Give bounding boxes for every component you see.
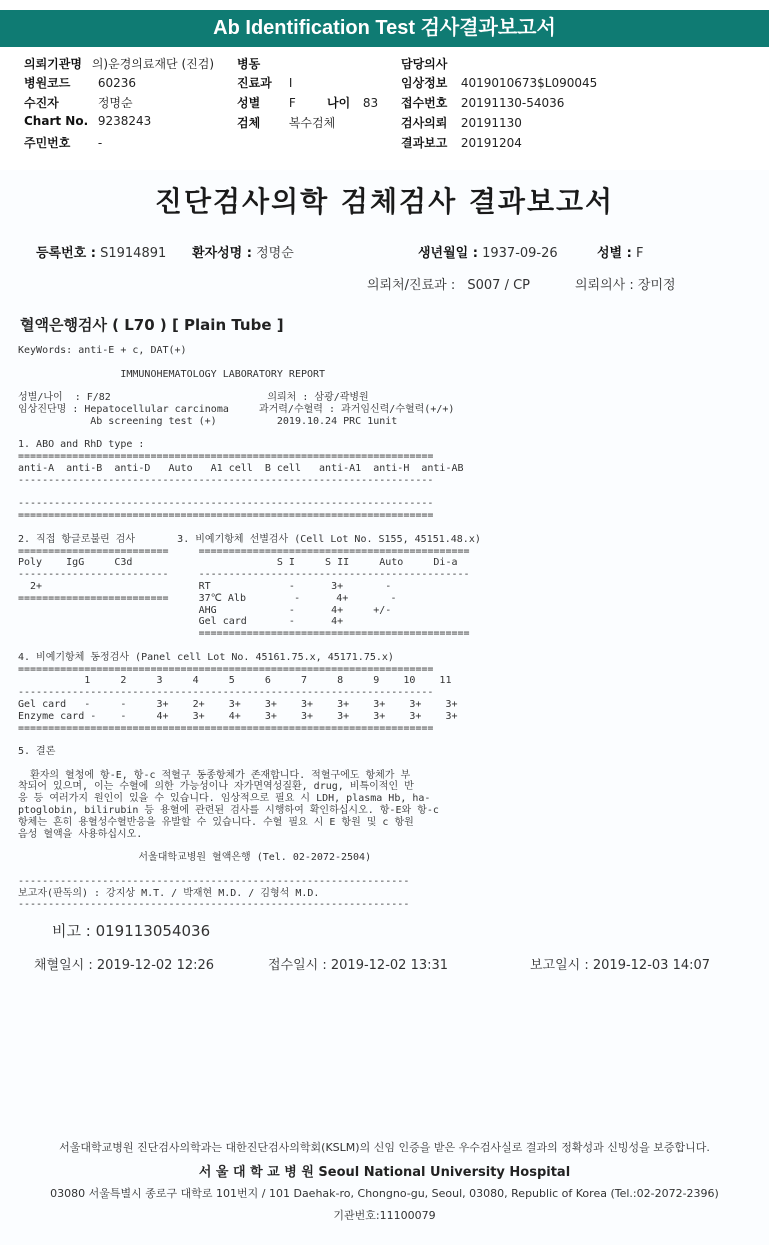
receipt-number-label: 접수번호 bbox=[401, 96, 448, 110]
report-time-label: 보고일시 : bbox=[530, 958, 589, 973]
institution-value: 의)운경의료재단 (진검) bbox=[91, 57, 215, 71]
note-label: 비고 : bbox=[52, 922, 91, 940]
report-title: 진단검사의학 검체검사 결과보고서 bbox=[154, 185, 615, 218]
report-text-line: 2. 직접 항글로불린 검사 3. 비예기항체 선별검사 (Cell Lot No. S155, 45151.48.x) bbox=[18, 533, 481, 545]
report-text-line: ============================================= bbox=[18, 628, 470, 640]
resident-id-row bbox=[24, 134, 102, 151]
report-text-line bbox=[18, 758, 758, 770]
institution-label: 의뢰기관명 bbox=[24, 57, 82, 71]
report-text-line: 성별/나이 : F/82 의뢰처 : 삼광/곽병원 bbox=[18, 392, 369, 404]
institution-number: 기관번호:11100079 bbox=[333, 1209, 436, 1222]
report-date-label: 결과보고 bbox=[401, 136, 448, 150]
report-text-line: Ab screening test (+) 2019.10.24 PRC 1unit bbox=[18, 415, 398, 427]
age-value: 83 bbox=[362, 96, 379, 110]
age-row bbox=[327, 94, 378, 111]
patient-value: 정명순 bbox=[97, 96, 133, 110]
request-date-row bbox=[401, 114, 522, 131]
birth-date-label: 생년월일 : bbox=[418, 246, 478, 261]
report-text-line bbox=[18, 734, 758, 746]
report-text-line: 2+ RT - 3+ - bbox=[18, 580, 392, 592]
report-text-line: ----------------------------------------------------------------- bbox=[18, 875, 410, 887]
receipt-number-row bbox=[401, 94, 564, 111]
window-title: Ab Identification Test 검사결과보고서 bbox=[213, 17, 556, 39]
report-text-line: 1 2 3 4 5 6 7 8 9 10 11 bbox=[18, 675, 452, 687]
request-date-value: 20191130 bbox=[460, 116, 522, 130]
report-text-line: --------------------------------------------------------------------- bbox=[18, 498, 434, 510]
institution-row bbox=[24, 55, 214, 72]
patient-name bbox=[192, 242, 294, 261]
report-text-line: Gel card - - 3+ 2+ 3+ 3+ 3+ 3+ 3+ 3+ 3+ bbox=[18, 698, 458, 710]
report-text-line: ===================================================================== bbox=[18, 663, 434, 675]
note-line bbox=[52, 920, 210, 941]
report-sex-value: F bbox=[635, 246, 644, 261]
chart-number-row bbox=[24, 114, 151, 128]
patient-label: 수진자 bbox=[24, 96, 59, 110]
report-text-line: ===================================================================== bbox=[18, 451, 434, 463]
chart-number-value: 9238243 bbox=[97, 114, 152, 128]
report-text-line: Enzyme card - - 4+ 3+ 4+ 3+ 3+ 3+ 3+ 3+ 3+ bbox=[18, 710, 458, 722]
clinical-info-row bbox=[401, 74, 597, 91]
referral-department-label: 의뢰처/진료과 : bbox=[367, 278, 456, 293]
clinical-info-value: 4019010673$L090045 bbox=[460, 76, 598, 90]
report-text-line: 임상진단명 : Hepatocellular carcinoma 과거력/수혈력 : 과거임신력/수혈력(+/+) bbox=[18, 403, 455, 415]
receipt-number-value: 20191130-54036 bbox=[460, 96, 565, 110]
collection-time-value: 2019-12-02 12:26 bbox=[96, 958, 215, 973]
patient-name-label: 환자성명 : bbox=[192, 246, 252, 261]
patient-name-value: 정명순 bbox=[256, 246, 294, 261]
report-text-line bbox=[18, 357, 758, 369]
department-row bbox=[237, 74, 292, 91]
hospital-name: 서 울 대 학 교 병 원 Seoul National University Hospital bbox=[198, 1165, 571, 1180]
report-text-line: 1. ABO and RhD type : bbox=[18, 439, 145, 451]
immunohematology-report-text bbox=[18, 345, 758, 911]
ward-label: 병동 bbox=[237, 57, 261, 71]
report-text-line: --------------------------------------------------------------------- bbox=[18, 474, 434, 486]
lab-report-document bbox=[0, 170, 769, 1245]
referral-department bbox=[367, 274, 530, 293]
sex-value: F bbox=[288, 96, 296, 110]
receipt-time bbox=[268, 954, 448, 973]
report-text-line bbox=[18, 380, 758, 392]
report-text-line: 5. 결론 bbox=[18, 746, 56, 758]
collection-time-label: 채혈일시 : bbox=[34, 958, 93, 973]
collection-time bbox=[34, 954, 214, 973]
specimen-value: 복수검체 bbox=[288, 116, 336, 130]
report-text-line: anti-A anti-B anti-D Auto A1 cell B cell anti-A1 anti-H anti-AB bbox=[18, 462, 464, 474]
report-text-line bbox=[18, 428, 758, 440]
sex-label: 성별 bbox=[237, 96, 261, 110]
report-text-line: ===================================================================== bbox=[18, 722, 434, 734]
report-date-row bbox=[401, 134, 522, 151]
report-text-line: IMMUNOHEMATOLOGY LABORATORY REPORT bbox=[18, 368, 326, 380]
report-text-line: ----------------------------------------------------------------- bbox=[18, 899, 410, 911]
receipt-time-value: 2019-12-02 13:31 bbox=[330, 958, 449, 973]
receipt-time-label: 접수일시 : bbox=[268, 958, 327, 973]
report-text-line: ========================= 37℃ Alb - 4+ - bbox=[18, 592, 397, 604]
hospital-address: 03080 서울특별시 종로구 대학로 101번지 / 101 Daehak-ro, Chongno-gu, Seoul, 03080, Republic of Korea (Tel.:02-2072-2396) bbox=[50, 1187, 719, 1200]
report-text-line: 서울대학교병원 혈액은행 (Tel. 02-2072-2504) bbox=[18, 852, 372, 864]
report-text-line: AHG - 4+ +/- bbox=[18, 604, 392, 616]
report-text-line bbox=[18, 522, 758, 534]
referring-doctor-label: 의뢰의사 : bbox=[575, 278, 634, 293]
request-info-panel bbox=[0, 55, 769, 155]
birth-date-value: 1937-09-26 bbox=[482, 246, 558, 261]
chart-number-label: Chart No. bbox=[24, 114, 89, 128]
report-text-line: --------------------------------------------------------------------- bbox=[18, 687, 434, 699]
doctor-label: 담당의사 bbox=[401, 57, 448, 71]
resident-id-value: - bbox=[97, 136, 103, 150]
birth-date bbox=[418, 242, 558, 261]
report-text-line: 응 등 여러가지 원인이 있을 수 있습니다. 임상적으로 필요 시 LDH, plasma Hb, ha- bbox=[18, 793, 431, 805]
report-time-value: 2019-12-03 14:07 bbox=[592, 958, 711, 973]
referring-doctor-value: 장미정 bbox=[637, 278, 676, 293]
report-text-line bbox=[18, 487, 758, 499]
report-sex-label: 성별 : bbox=[597, 246, 632, 261]
department-value: I bbox=[288, 76, 293, 90]
report-text-line: 항체는 흔히 용혈성수혈반응을 유발할 수 있습니다. 수혈 필요 시 E 항원 및 c 항원 bbox=[18, 816, 414, 828]
report-text-line: ===================================================================== bbox=[18, 510, 434, 522]
sex-row bbox=[237, 94, 296, 111]
report-text-line: 4. 비예기항체 동정검사 (Panel cell Lot No. 45161.75.x, 45171.75.x) bbox=[18, 651, 394, 663]
certification-notice: 서울대학교병원 진단검사의학과는 대한진단검사의학회(KSLM)의 신임 인증을 받은 우수검사실로 결과의 정확성과 신빙성을 보증합니다. bbox=[59, 1141, 710, 1154]
report-text-line: 음성 혈액을 사용하십시오. bbox=[18, 828, 143, 840]
report-text-line: 보고자(판독의) : 강지상 M.T. / 박재현 M.D. / 김형석 M.D. bbox=[18, 887, 320, 899]
note-value: 019113054036 bbox=[95, 922, 211, 940]
specimen-row bbox=[237, 114, 335, 131]
resident-id-label: 주민번호 bbox=[24, 136, 71, 150]
report-header-bar bbox=[0, 10, 769, 47]
hospital-code-row bbox=[24, 74, 136, 91]
registration-value: S1914891 bbox=[100, 246, 167, 261]
report-text-line bbox=[18, 840, 758, 852]
referring-doctor bbox=[575, 274, 676, 293]
patient-row bbox=[24, 94, 133, 111]
report-text-line: KeyWords: anti-E + c, DAT(+) bbox=[18, 345, 187, 356]
clinical-info-label: 임상정보 bbox=[401, 76, 448, 90]
report-text-line: Gel card - 4+ bbox=[18, 616, 344, 628]
report-text-line: Poly IgG C3d S I S II Auto Di-a bbox=[18, 557, 458, 569]
report-time bbox=[530, 954, 710, 973]
request-date-label: 검사의뢰 bbox=[401, 116, 448, 130]
registration-number bbox=[36, 242, 166, 261]
report-text-line: ------------------------- --------------------------------------------- bbox=[18, 569, 470, 581]
referral-department-value: S007 / CP bbox=[467, 278, 531, 293]
hospital-code-value: 60236 bbox=[97, 76, 137, 90]
report-text-line bbox=[18, 640, 758, 652]
registration-label: 등록번호 : bbox=[36, 246, 96, 261]
report-text-line bbox=[18, 864, 758, 876]
report-text-line: 환자의 혈청에 항-E, 항-c 적혈구 동종항체가 존재합니다. 적혈구에도 항체가 부 bbox=[18, 769, 411, 781]
department-label: 진료과 bbox=[237, 76, 272, 90]
report-sex bbox=[597, 242, 643, 261]
report-text-line: 착되어 있으며, 이는 수혈에 의한 가능성이나 자가면역성질환, drug, 비특이적인 반 bbox=[18, 781, 414, 793]
age-label: 나이 bbox=[327, 96, 351, 110]
report-text-line: ========================= ============================================= bbox=[18, 545, 470, 557]
section-title: 혈액은행검사 ( L70 ) [ Plain Tube ] bbox=[20, 316, 284, 334]
report-text-line: ptoglobin, bilirubin 등 용혈에 관련된 검사를 시행하여 확인하십시오. 항-E와 항-c bbox=[18, 805, 439, 817]
hospital-code-label: 병원코드 bbox=[24, 76, 71, 90]
report-date-value: 20191204 bbox=[460, 136, 522, 150]
doctor-row bbox=[401, 55, 461, 72]
specimen-label: 검체 bbox=[237, 116, 261, 130]
ward-row bbox=[237, 55, 289, 72]
